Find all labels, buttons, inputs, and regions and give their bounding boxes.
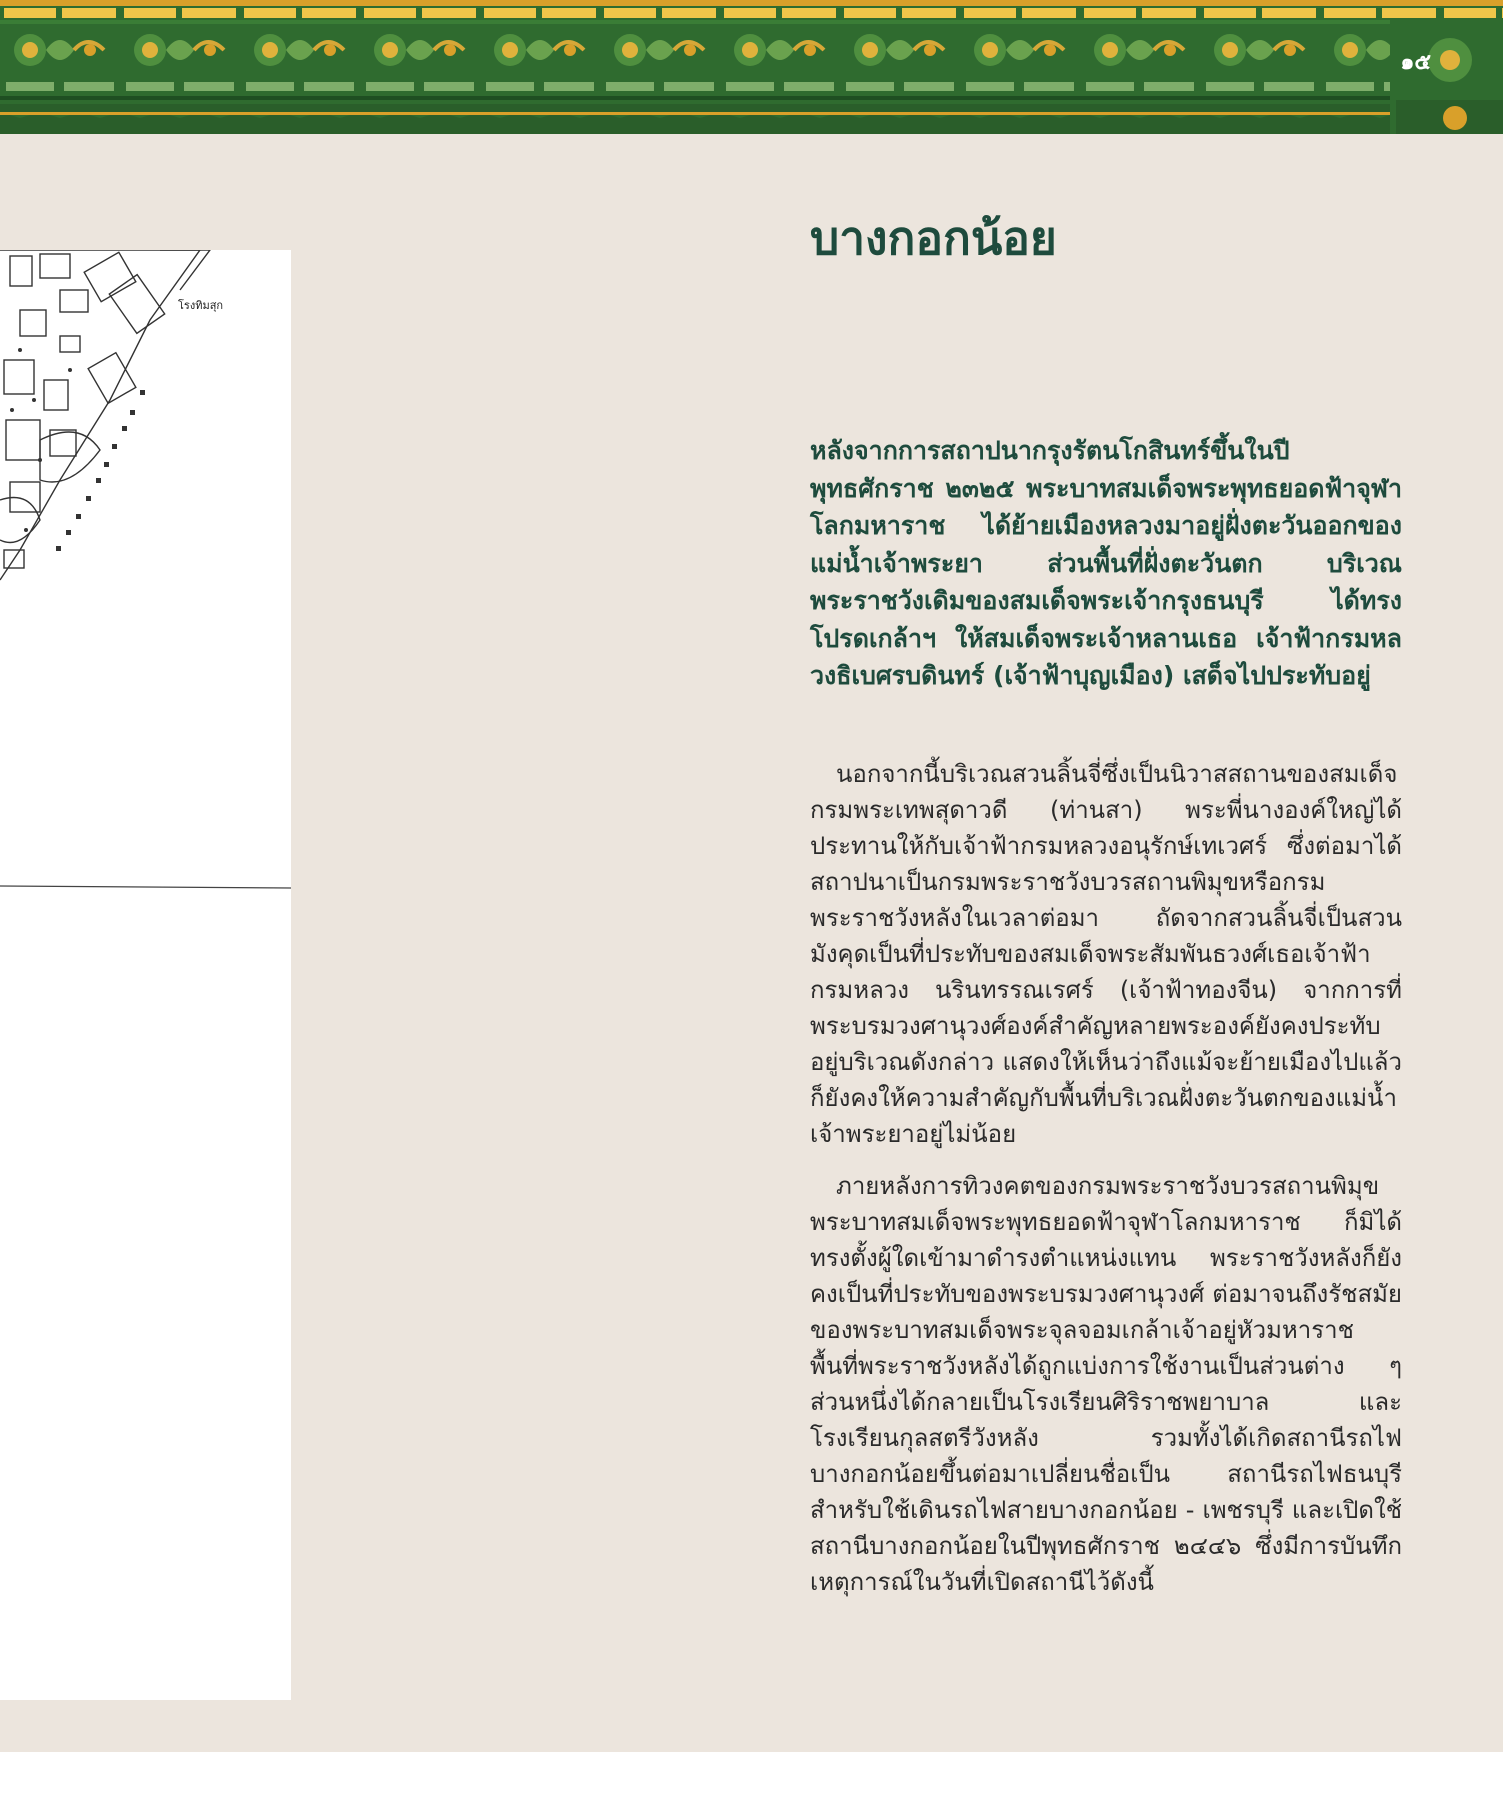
ornamental-border xyxy=(0,0,1503,134)
ornament-pattern xyxy=(0,0,1503,134)
map-fragment xyxy=(0,250,291,1700)
map-label: โรงทิมสุก xyxy=(178,299,224,312)
article-title: บางกอกน้อย xyxy=(810,211,1057,265)
body-paragraph-1: นอกจากนี้บริเวณสวนลิ้นจี่ซึ่งเป็นนิวาสสถานของสมเด็จกรมพระเทพสุดาวดี (ท่านสา) พระพี่นางองค์ใหญ่ได้ประทานให้กับเจ้าฟ้ากรมหลวงอนุรักษ์เทเวศร์ ซึ่งต่อมาได้สถาปนาเป็นกรมพระราชวังบวรสถานพิมุขหรือกรมพระราชวังหลังในเวลาต่อมา ถัดจากสวนลิ้นจี่เป็นสวนมังคุดเป็นที่ประทับของสมเด็จพระสัมพันธวงศ์เธอเจ้าฟ้ากรมหลวง นรินทรรณเรศร์ (เจ้าฟ้าทองจีน) จากการที่พระบรมวงศานุวงศ์องค์สำคัญหลายพระองค์ยังคงประทับอยู่บริเวณดังกล่าว แสดงให้เห็นว่าถึงแม้จะย้ายเมืองไปแล้ว ก็ยังคงให้ความสำคัญกับพื้นที่บริเวณฝั่งตะวันตกของแม่น้ำเจ้าพระยาอยู่ไม่น้อย xyxy=(810,760,1402,1148)
lead-paragraph: หลังจากการสถาปนากรุงรัตนโกสินทร์ขึ้นในปีพุทธศักราช ๒๓๒๕ พระบาทสมเด็จพระพุทธยอดฟ้าจุฬาโลกมหาราช ได้ย้ายเมืองหลวงมาอยู่ฝั่งตะวันออกของแม่น้ำเจ้าพระยา ส่วนพื้นที่ฝั่งตะวันตก บริเวณพระราชวังเดิมของสมเด็จพระเจ้ากรุงธนบุรี ได้ทรงโปรดเกล้าฯ ให้สมเด็จพระเจ้าหลานเธอ เจ้าฟ้ากรมหลวงธิเบศรบดินทร์ (เจ้าฟ้าบุญเมือง) เสด็จไปประทับอยู่ xyxy=(810,436,1402,690)
page-number: ๑๕ xyxy=(1400,50,1431,75)
map-drawing xyxy=(0,250,291,1700)
body-paragraph-2: ภายหลังการทิวงคตของกรมพระราชวังบวรสถานพิมุข พระบาทสมเด็จพระพุทธยอดฟ้าจุฬาโลกมหาราช ก็มิได้ทรงตั้งผู้ใดเข้ามาดำรงตำแหน่งแทน พระราชวังหลังก็ยังคงเป็นที่ประทับของพระบรมวงศานุวงศ์ ต่อมาจนถึงรัชสมัยของพระบาทสมเด็จพระจุลจอมเกล้าเจ้าอยู่หัวมหาราช พื้นที่พระราชวังหลังได้ถูกแบ่งการใช้งานเป็นส่วนต่าง ๆ ส่วนหนึ่งได้กลายเป็นโรงเรียนศิริราชพยาบาล และโรงเรียนกุลสตรีวังหลัง รวมทั้งได้เกิดสถานีรถไฟบางกอกน้อยขึ้นต่อมาเปลี่ยนชื่อเป็น สถานีรถไฟธนบุรี สำหรับใช้เดินรถไฟสายบางกอกน้อย - เพชรบุรี และเปิดใช้สถานีบางกอกน้อยในปีพุทธศักราช ๒๔๔๖ ซึ่งมีการบันทึกเหตุการณ์ในวันที่เปิดสถานีไว้ดังนี้ xyxy=(810,1172,1402,1596)
